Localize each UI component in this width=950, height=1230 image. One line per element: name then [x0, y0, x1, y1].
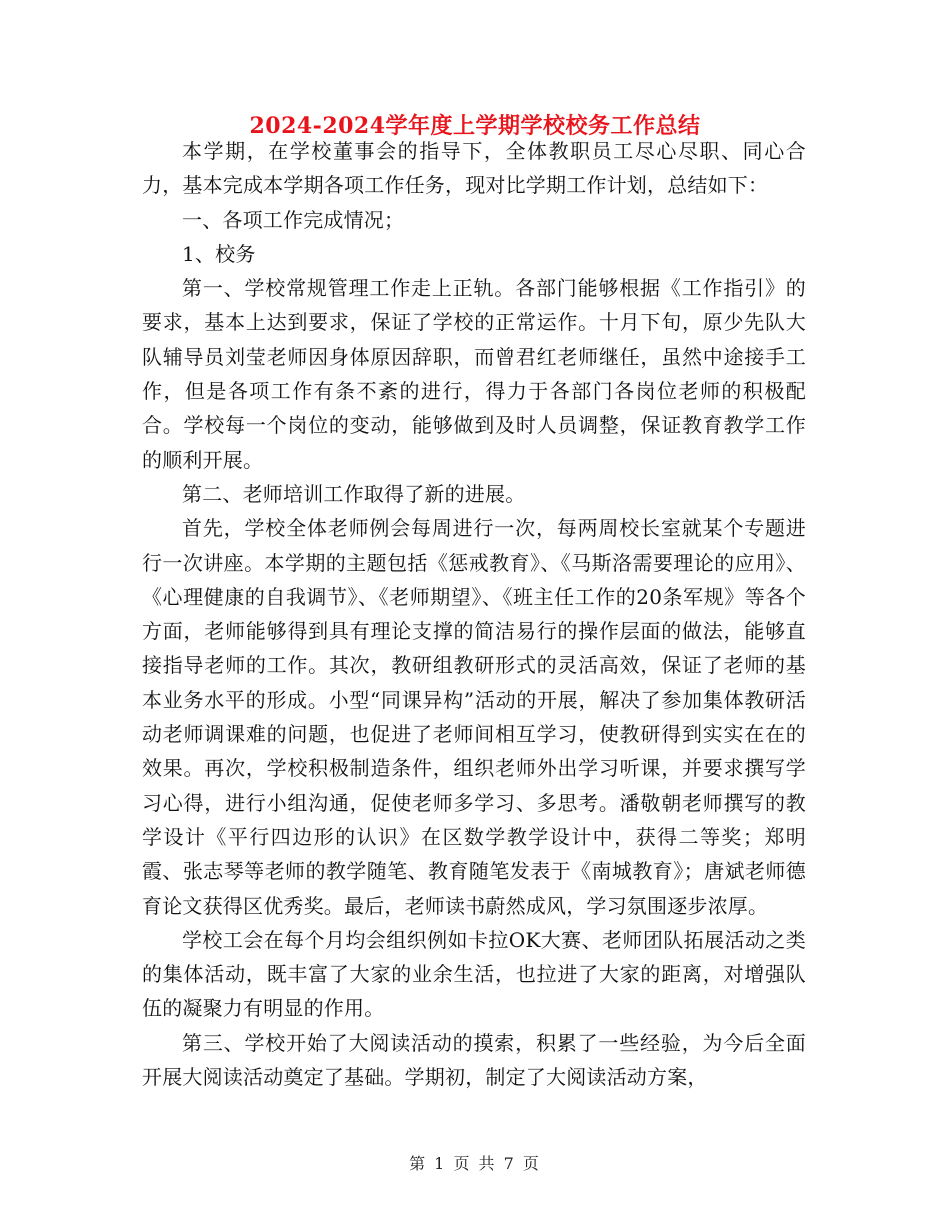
page-footer: 第 1 页 共 7 页 — [409, 1154, 541, 1173]
paragraph-second-training: 第二、老师培训工作取得了新的进展。 — [182, 481, 526, 506]
paragraph-section-heading: 一、各项工作完成情况； — [182, 207, 405, 232]
document-title: 2024-2024学年度上学期学校校务工作总结 — [249, 113, 701, 139]
paragraph-subheading-affairs: 1、校务 — [182, 241, 256, 266]
paragraph-third-reading: 第三、学校开始了大阅读活动的摸索，积累了一些经验，为今后全面开展大阅读活动奠定了基础。学期初，制定了大阅读活动方案， — [142, 1030, 806, 1090]
document-body — [142, 134, 806, 1094]
paragraph-union-activities: 学校工会在每个月均会组织例如卡拉OK大赛、老师团队拓展活动之类的集体活动，既丰富了大家的业余生活，也拉进了大家的距离，对增强队伍的凝聚力有明显的作用。 — [142, 927, 806, 1021]
paragraph-intro: 本学期，在学校董事会的指导下，全体教职员工尽心尽职、同心合力，基本完成本学期各项工作任务，现对比学期工作计划，总结如下： — [142, 139, 806, 198]
paragraph-training-details: 首先，学校全体老师例会每周进行一次，每两周校长室就某个专题进行一次讲座。本学期的主题包括《惩戒教育》、《马斯洛需要理论的应用》、《心理健康的自我调节》、《老师期望》、《班主任工作的20条军规》等各个方面，老师能够得到具有理论支撑的简洁易行的操作层面的做法，能够直接指导老师的工作。其次，教研组教研形式的灵活高效，保证了老师的基本业务水平的形成。小型“同课异构”活动的开展，解决了参加集体教研活动老师调课难的问题，也促进了老师间相互学习，使教研得到实实在在的效果。再次，学校积极制造条件，组织老师外出学习听课，并要求撰写学习心得，进行小组沟通，促使老师多学习、多思考。潘敬朝老师撰写的教学设计《平行四边形的认识》在区数学教学设计中，获得二等奖；郑明霞、张志琴等老师的教学随笔、教育随笔发表于《南城教育》；唐斌老师德育论文获得区优秀奖。最后，老师读书蔚然成风，学习氛围逐步浓厚。 — [142, 516, 806, 918]
paragraph-first-management: 第一、学校常规管理工作走上正轨。各部门能够根据《工作指引》的要求，基本上达到要求，保证了学校的正常运作。十月下旬，原少先队大队辅导员刘莹老师因身体原因辞职，而曾君红老师继任，虽然中途接手工作，但是各项工作有条不紊的进行，得力于各部门各岗位老师的积极配合。学校每一个岗位的变动，能够做到及时人员调整，保证教育教学工作的顺利开展。 — [142, 276, 806, 472]
